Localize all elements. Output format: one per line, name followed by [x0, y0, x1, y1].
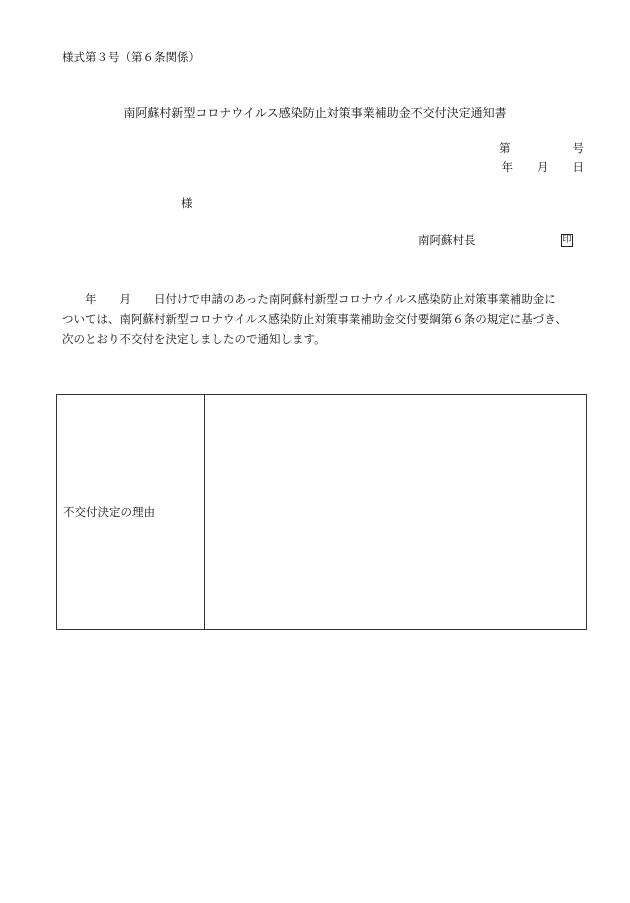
date-month-blank [513, 162, 537, 174]
reason-table [56, 394, 587, 630]
reason-content-cell [205, 395, 586, 629]
form-number: 様式第３号（第６条関係） [62, 50, 200, 64]
addressee-honorific: 様 [181, 196, 193, 210]
seal-mark: 印 [562, 235, 572, 245]
reason-label: 不交付決定の理由 [63, 505, 155, 519]
document-title: 南阿蘇村新型コロナウイルス感染防止対策事業補助金不交付決定通知書 [123, 106, 507, 120]
document-number [499, 143, 584, 155]
issue-date [502, 162, 585, 174]
body-line-3: 次のとおり不交付を決定しましたので通知します。 [62, 332, 326, 346]
date-day-blank [549, 162, 573, 174]
body-line-2: ついては、南阿蘇村新型コロナウイルス感染防止対策事業補助金交付要綱第６条の規定に基づき、 [62, 312, 567, 326]
notice-body [62, 289, 592, 349]
date-day: 日 [572, 160, 584, 174]
date-year: 年 [501, 160, 513, 174]
document-number-prefix: 第 [499, 141, 511, 155]
body-line-1: 年 月 日付けで申請のあった南阿蘇村新型コロナウイルス感染防止対策事業補助金に [62, 292, 556, 306]
sender-title: 南阿蘇村長 [418, 233, 476, 247]
date-month: 月 [537, 160, 549, 174]
document-number-blank [511, 143, 573, 155]
reason-label-cell [57, 395, 205, 629]
document-number-suffix: 号 [572, 141, 584, 155]
